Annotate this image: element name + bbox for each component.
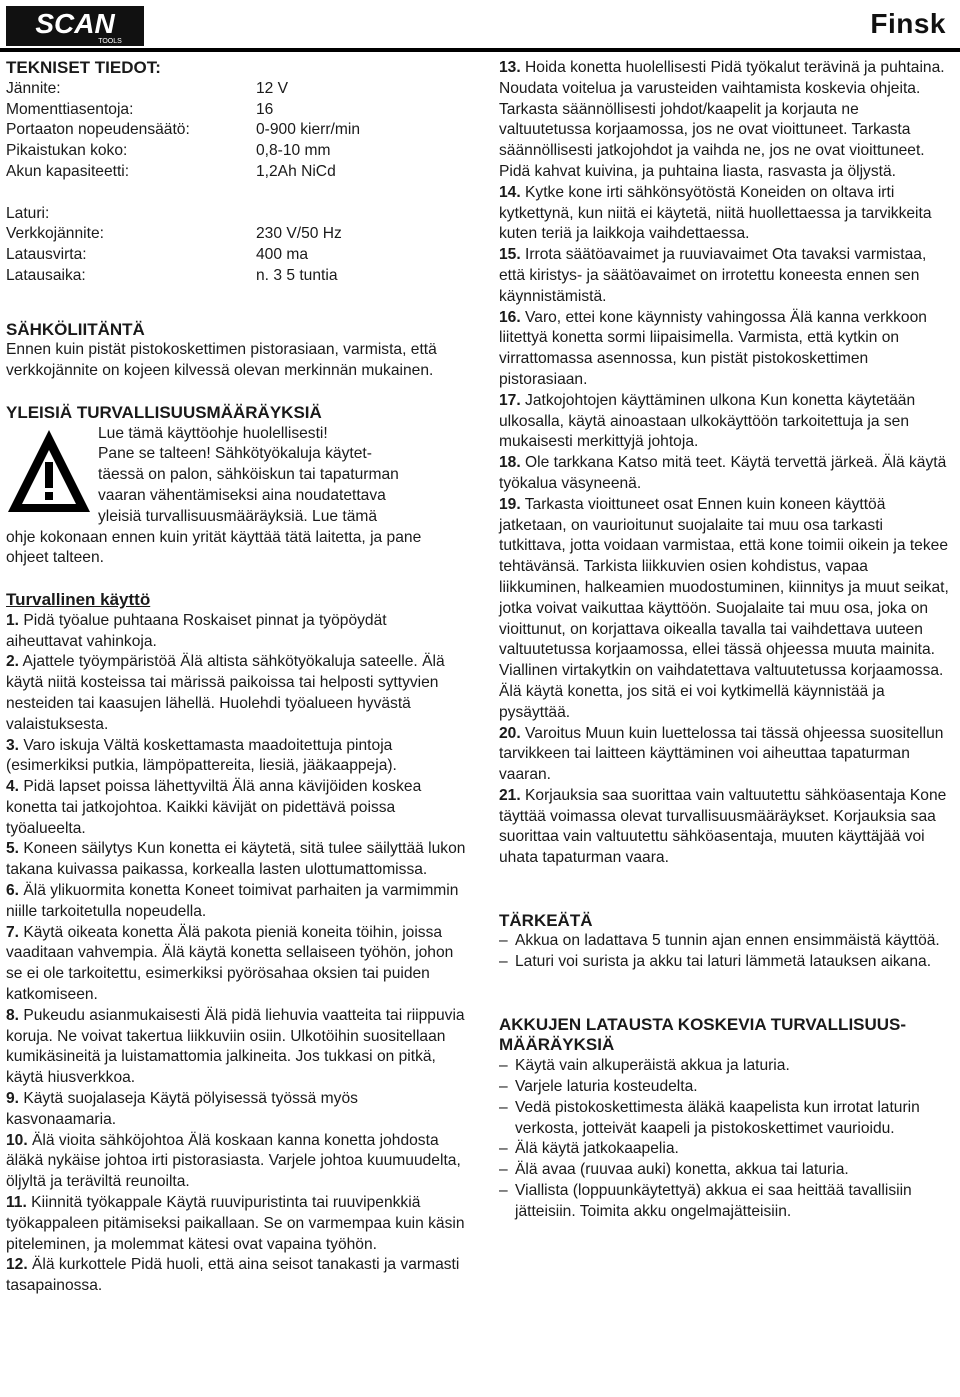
safe-use-heading: Turvallinen käyttö: [6, 589, 151, 609]
item-number: 15.: [499, 246, 521, 264]
item-text: Älä kurkottele Pidä huoli, että aina seisot tanakasti ja varmasti tasapainossa.: [6, 1256, 460, 1295]
item-text: Vedä pistokoskettimesta äläkä kaapelista kun irrotat laturin verkosta, jotteivät kaapeli ja pistokoskettimet vaurioidu.: [515, 1098, 920, 1137]
warning-line: vaaran vähentämiseksi aina noudatettava: [98, 486, 386, 504]
spec-label: Jännite:: [6, 79, 61, 97]
item-number: 19.: [499, 495, 521, 513]
list-item: [499, 245, 949, 307]
item-text: Varjele laturia kosteudelta.: [515, 1078, 698, 1096]
item-text: Jatkojohtojen käyttäminen ulkona Kun konetta käytetään ulkosalla, käytä ainoastaan ulkokäyttöön tarkoitettuja ja sen mukaisesti merkittyjä johtoja.: [499, 391, 916, 451]
spec-row: [6, 224, 466, 245]
spec-row: [6, 245, 466, 266]
list-item: [6, 1089, 466, 1131]
list-item: [499, 1160, 949, 1181]
item-text: Käytä vain alkuperäistä akkua ja laturia.: [515, 1057, 790, 1075]
item-text: Älä avaa (ruuvaa auki) konetta, akkua tai laturia.: [515, 1161, 849, 1179]
list-item: [6, 611, 466, 653]
power-heading: SÄHKÖLIITÄNTÄ: [6, 319, 145, 339]
scan-tools-logo: [6, 6, 144, 46]
spec-value: 0-900 kierr/min: [256, 121, 360, 139]
general-safety-heading: YLEISIÄ TURVALLISUUSMÄÄRÄYKSIÄ: [6, 402, 322, 422]
list-item: [499, 1098, 949, 1140]
spec-label: Momenttiasentoja:: [6, 100, 134, 118]
item-text: Käytä oikeata konetta Älä pakota pieniä koneita töihin, joissa vaaditaan vahvempia. Älä käytä konetta sellaiseen työhön, johon se ei ole tarkoitettu, esimerkiksi pyörösahaa oksien tai puiden katkomiseen.: [6, 923, 454, 1004]
item-text: Varoitus Muun kuin luettelossa tai tässä ohjeessa suositellun tarvikkeen tai laitteen käyttäminen voi aiheuttaa tapaturman vaaran.: [499, 724, 944, 784]
header-divider: [0, 48, 960, 52]
item-text: Pukeudu asianmukaisesti Älä pidä liehuvia vaatteita tai riippuvia koruja. Ne voivat takertua liikkuviin osiin. Ulkotöihin suositellaan kumikäsineitä ja luistamattomia jalkineita. Jos tukkasi on pitkä, käytä hiusverkkoa.: [6, 1006, 465, 1087]
warning-text: [98, 424, 466, 528]
list-item: [6, 1006, 466, 1089]
power-text: Ennen kuin pistät pistokoskettimen pistorasiaan, varmista, että verkkojännite on kojeen kilvessä olevan merkinnän mukainen.: [6, 341, 437, 380]
spec-row: [6, 141, 466, 162]
item-number: 1.: [6, 611, 20, 629]
list-item: [499, 308, 949, 391]
warning-line: Lue tämä käyttöohje huolellisesti!: [98, 424, 328, 442]
important-list: [499, 931, 949, 973]
list-item: [499, 952, 949, 973]
item-text: Älä ylikuormita konetta Koneet toimivat parhaiten ja varmimmin niille tarkoitetulla nopeudella.: [6, 882, 459, 920]
item-number: 20.: [499, 724, 521, 742]
item-number: 12.: [6, 1256, 28, 1274]
important-heading: TÄRKEÄTÄ: [499, 910, 593, 930]
item-number: 18.: [499, 454, 521, 472]
item-number: 13.: [499, 59, 521, 76]
dash-bullet: –: [499, 932, 508, 950]
spec-label: Latausvirta:: [6, 246, 87, 264]
item-number: 8.: [6, 1006, 20, 1024]
item-text: Laturi voi surista ja akku tai laturi lämmetä latauksen aikana.: [515, 953, 932, 971]
item-number: 4.: [6, 778, 20, 796]
item-text: Älä vioita sähköjohtoa Älä koskaan kanna konetta johdosta äläkä nykäise johtoa irti pistorasiasta. Varjele johtoa kuumuudelta, öljyltä ja teräviltä reunoilta.: [6, 1131, 461, 1191]
item-text: Korjauksia saa suorittaa vain valtuutettu sähköasentaja Kone täyttää voimassa olevat turvallisuusmääräykset. Korjauksia saa suorittaa vain valtuutettu sähköasentaja, muuten käyttäjää voi uhata tapaturman vaara.: [499, 786, 947, 867]
page-header: [0, 0, 960, 50]
list-item: [499, 931, 949, 952]
spec-value: 16: [256, 100, 274, 118]
list-item: [499, 495, 949, 724]
spec-row: [6, 100, 466, 121]
list-item: [6, 1193, 466, 1255]
item-number: 9.: [6, 1090, 20, 1108]
specs-table: [6, 79, 466, 183]
left-column: [6, 58, 466, 1297]
language-label: Finsk: [870, 8, 946, 39]
warning-triangle-icon: [6, 428, 92, 514]
warning-line: täessä on palon, sähköiskun tai tapaturman: [98, 466, 399, 484]
spec-row: [6, 266, 466, 287]
specs-title: TEKNISET TIEDOT:: [6, 58, 161, 77]
dash-bullet: –: [499, 1057, 508, 1075]
spec-label: Pikaistukan koko:: [6, 142, 128, 160]
dash-bullet: –: [499, 1078, 508, 1096]
item-text: Kiinnitä työkappale Käytä ruuvipuristinta tai ruuvipenkkiä työkappaleen pitämiseksi paikallaan. Se on varmempaa kuin käsin piteleminen, ja molemmat kätesi ovat vapaina työhön.: [6, 1194, 465, 1253]
item-number: 17.: [499, 391, 521, 409]
item-text: Ole tarkkana Katso mitä teet. Käytä tervettä järkeä. Älä käytä työkalua väsyneenä.: [499, 454, 947, 492]
warning-block: [6, 424, 466, 528]
item-number: 7.: [6, 923, 20, 941]
item-text: Ajattele työympäristöä Älä altista sähkötyökaluja sateelle. Älä käytä niitä kosteissa tai märissä paikoissa tai helposti syttyvien nesteiden tai kaasujen lähellä. Huolehdi työalueen hyvästä valaistuksesta.: [6, 653, 445, 733]
list-item: [499, 183, 949, 245]
list-item: [6, 1255, 466, 1297]
item-text: Pidä työalue puhtaana Roskaiset pinnat ja työpöydät aiheuttavat vahinkoja.: [6, 611, 387, 650]
dash-bullet: –: [499, 953, 508, 971]
item-number: 3.: [6, 736, 20, 754]
item-text: Pidä lapset poissa lähettyviltä Älä anna kävijöiden koskea konetta tai jatkojohtoa. Kaikki kävijät on pidettävä poissa työalueelta.: [6, 778, 422, 837]
item-number: 2.: [6, 653, 20, 671]
item-text: Irrota säätöavaimet ja ruuviavaimet Ota tavaksi varmistaa, että kiristys- ja säätöavaimet on irrotettu koneesta ennen sen käynnistämistä.: [499, 246, 927, 305]
item-text: Tarkasta vioittuneet osat Ennen kuin koneen käyttöä jatketaan, on vaurioitunut suojalaite tai muu osa tarkasti tutkittava, jotta voidaan varmistaa, että kone toimii oikein ja tekee tehtävänsä. Tarkista liikkuvien osien kohdistus, vapaa liikkuminen, halkeamien muodostuminen, kiinnitys ja muut seikat, jotka voivat vaikuttaa käyttöön. Suojalaite tai muu osa, joka on vioittunut, on korjattava oikealla tavalla tai vaihdettava uuteen valtuutetussa korjaamossa, ellei tässä ohjeessa muuta mainita. Viallinen virtakytkin on vaihdatettava valtuutetussa korjaamossa. Älä käytä konetta, jos sitä ei voi kytkimellä käynnistää ja pysäyttää.: [499, 495, 949, 721]
item-text: Akkua on ladattava 5 tunnin ajan ennen ensimmäistä käyttöä.: [515, 932, 940, 950]
spec-value: 230 V/50 Hz: [256, 225, 342, 243]
dash-bullet: –: [499, 1098, 508, 1116]
item-number: 14.: [499, 183, 521, 201]
list-item: [6, 736, 466, 778]
charger-specs-table: [6, 224, 466, 286]
warning-line: yleisiä turvallisuusmääräyksiä. Lue tämä: [98, 507, 378, 525]
warning-line: Pane se talteen! Sähkötyökaluja käytet-: [98, 445, 372, 463]
svg-text:SCAN: SCAN: [35, 8, 115, 39]
item-number: 10.: [6, 1131, 28, 1149]
battery-safety-list: [499, 1056, 949, 1222]
svg-text:TOOLS: TOOLS: [98, 38, 122, 45]
spec-row: [6, 162, 466, 183]
item-text: Käytä suojalaseja Käytä pölyisessä työssä myös kasvonaamaria.: [6, 1090, 358, 1128]
item-number: 11.: [6, 1194, 27, 1212]
dash-bullet: –: [499, 1161, 508, 1179]
spec-value: 1,2Ah NiCd: [256, 162, 336, 180]
spec-value: n. 3 5 tuntia: [256, 266, 338, 284]
item-text: Kytke kone irti sähkönsyötöstä Koneiden on oltava irti kytkettynä, kun niitä ei käytetä, niitä huollettaessa ja tarvikkeita kuten teriä ja laikkoja vaihdettaessa.: [499, 183, 932, 243]
spec-label: Portaaton nopeudensäätö:: [6, 121, 190, 139]
list-item: [6, 839, 466, 881]
list-item: [6, 881, 466, 923]
item-text: Koneen säilytys Kun konetta ei käytetä, sitä tulee säilyttää lukon takana kuivassa paikassa, korkealla lasten ulottumattomissa.: [6, 840, 466, 879]
item-text: Hoida konetta huolellisesti Pidä työkalut terävinä ja puhtaina. Noudata voitelua ja varusteiden vaihtamista koskevia ohjeita. Tarkasta säännöllisesti johdot/kaapelit ja korjauta ne valtuutetussa korjaamossa, jos ne ovat vioittuneet. Tarkasta säännöllisesti jatkojohdot ja vaihda ne, jos ne ovat vioittuneet. Pidä kahvat kuivina, ja puhtaina liasta, rasvasta ja öljystä.: [499, 59, 945, 180]
list-item: [499, 1139, 949, 1160]
charger-title: Laturi:: [6, 204, 50, 222]
list-item: [499, 453, 949, 495]
list-item: [6, 777, 466, 839]
list-item: [499, 786, 949, 869]
safe-use-list-left: [6, 611, 466, 1297]
item-text: Varo, ettei kone käynnisty vahingossa Älä kanna verkkoon liitettyä konetta sormi liipaisimella. Varmista, että kytkin on virrattomassa asennossa, kun pistät pistokoskettimen pistorasiaan.: [499, 308, 927, 388]
list-item: [499, 1056, 949, 1077]
list-item: [6, 652, 466, 735]
spec-value: 12 V: [256, 79, 289, 97]
spec-row: [6, 79, 466, 100]
item-text: Älä käytä jatkokaapelia.: [515, 1140, 679, 1158]
item-number: 6.: [6, 882, 20, 900]
spec-label: Verkkojännite:: [6, 225, 104, 243]
spec-label: Akun kapasiteetti:: [6, 162, 130, 180]
dash-bullet: –: [499, 1182, 508, 1200]
right-column: [499, 58, 949, 1223]
list-item: [499, 391, 949, 453]
dash-bullet: –: [499, 1140, 508, 1158]
list-item: [499, 58, 949, 183]
spec-row: [6, 120, 466, 141]
battery-safety-heading: AKKUJEN LATAUSTA KOSKEVIA TURVALLISUUS-MÄÄRÄYKSIÄ: [499, 1014, 907, 1055]
list-item: [6, 923, 466, 1006]
safe-use-list-right: [499, 58, 949, 869]
general-safety-text: ohje kokonaan ennen kuin yrität käyttää tätä laitetta, ja pane ohjeet talteen.: [6, 528, 422, 567]
list-item: [499, 724, 949, 786]
item-number: 21.: [499, 786, 521, 804]
spec-value: 400 ma: [256, 246, 309, 264]
item-number: 16.: [499, 308, 521, 326]
item-text: Varo iskuja Vältä koskettamasta maadoitettuja pintoja (esimerkiksi putkia, lämpöpattereita, liesiä, jääkaappeja).: [6, 736, 397, 775]
spec-value: 0,8-10 mm: [256, 142, 331, 160]
spec-label: Latausaika:: [6, 266, 86, 284]
list-item: [499, 1181, 949, 1223]
item-number: 5.: [6, 840, 20, 858]
item-text: Viallista (loppuunkäytettyä) akkua ei saa heittää tavallisiin jätteisiin. Toimita akku ongelmajätteisiin.: [515, 1182, 912, 1220]
list-item: [499, 1077, 949, 1098]
list-item: [6, 1131, 466, 1193]
